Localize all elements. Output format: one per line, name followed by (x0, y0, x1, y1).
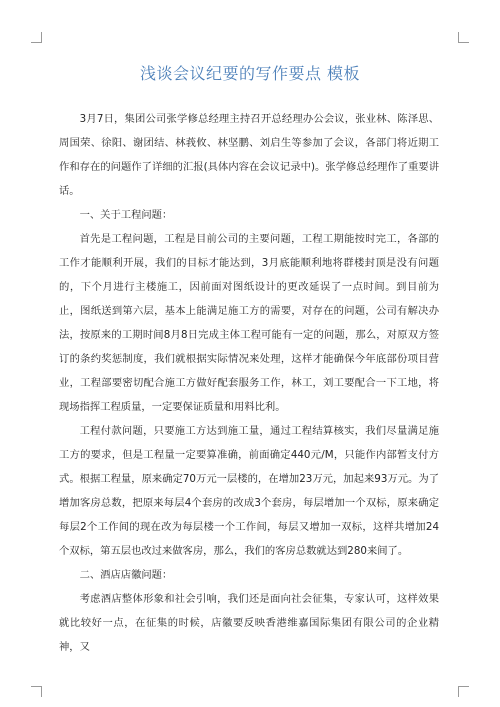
heading-hotel-emblem: 二、酒店店徽问题： (79, 569, 173, 581)
heading-engineering-issues: 一、关于工程问题： (79, 209, 173, 221)
paragraph-engineering-payment: 工程付款问题，只要施工方达到施工量，通过工程结算核实，我们尽量满足施工方的要求，但是工程量一定要算准确，前面确定440元/M，只能作内部暂支付方式。根据工程量，原来确定70万元一层楼的，在增加23万元，加起来93万元。为了增加客房总数，把原来每层4个套房的改成3个套房，每层增加一个双标，原来确定每层2个工作间的现在改为每层楼一个工作间，每层又增加一双标，这样共增加24个双标，第五层也改过来做客房，那么，我们的客房总数就达到280来间了。 (59, 425, 439, 557)
corner-mark-top-right (458, 32, 469, 43)
paragraph-meeting-summary: 3月7日，集团公司张学修总经理主持召开总经理办公会议，张业林、陈泽思、周国荣、徐阳、谢团结、林莪攸、林坚鹏、刘启生等参加了会议，各部门将近期工作和存在的问题作了详细的汇报(具体内容在会议记录中)。张学修总经理作了重要讲话。 (59, 113, 439, 197)
corner-mark-top-left (31, 32, 42, 43)
corner-mark-bottom-right (458, 686, 469, 697)
paragraph-engineering-schedule: 首先是工程问题，工程是目前公司的主要问题，工程工期能按时完工，各部的工作才能顺利开展，我们的目标才能达到，3月底能顺利地将群楼封顶是没有问题的，下个月进行主楼施工，因前面对图纸设计的更改延误了一点时间。到目前为止，图纸送到第六层，基本上能满足施工方的需要，对存在的问题，公司有解决办法，按原来的工期时间8月8日完成主体工程可能有一定的问题，那么，对原双方签订的条约奖惩制度，我们就根据实际情况来处理，这样才能确保今年底部份项目营业，工程部要密切配合施工方做好配套服务工作，林工，刘工要配合一下工地，将现场指挥工程质量，一定要保证质量和用料比利。 (59, 233, 439, 413)
document-title: 浅谈会议纪要的写作要点 模板 (139, 64, 361, 83)
corner-mark-bottom-left (31, 686, 42, 697)
paragraph-hotel-emblem: 考虑酒店整体形象和社会引响，我们还是面向社会征集，专家认可，这样效果就比较好一点，在征集的时候，店徽要反映香港维嘉国际集团有限公司的企业精神，又 (59, 593, 439, 653)
document-body (59, 107, 439, 659)
